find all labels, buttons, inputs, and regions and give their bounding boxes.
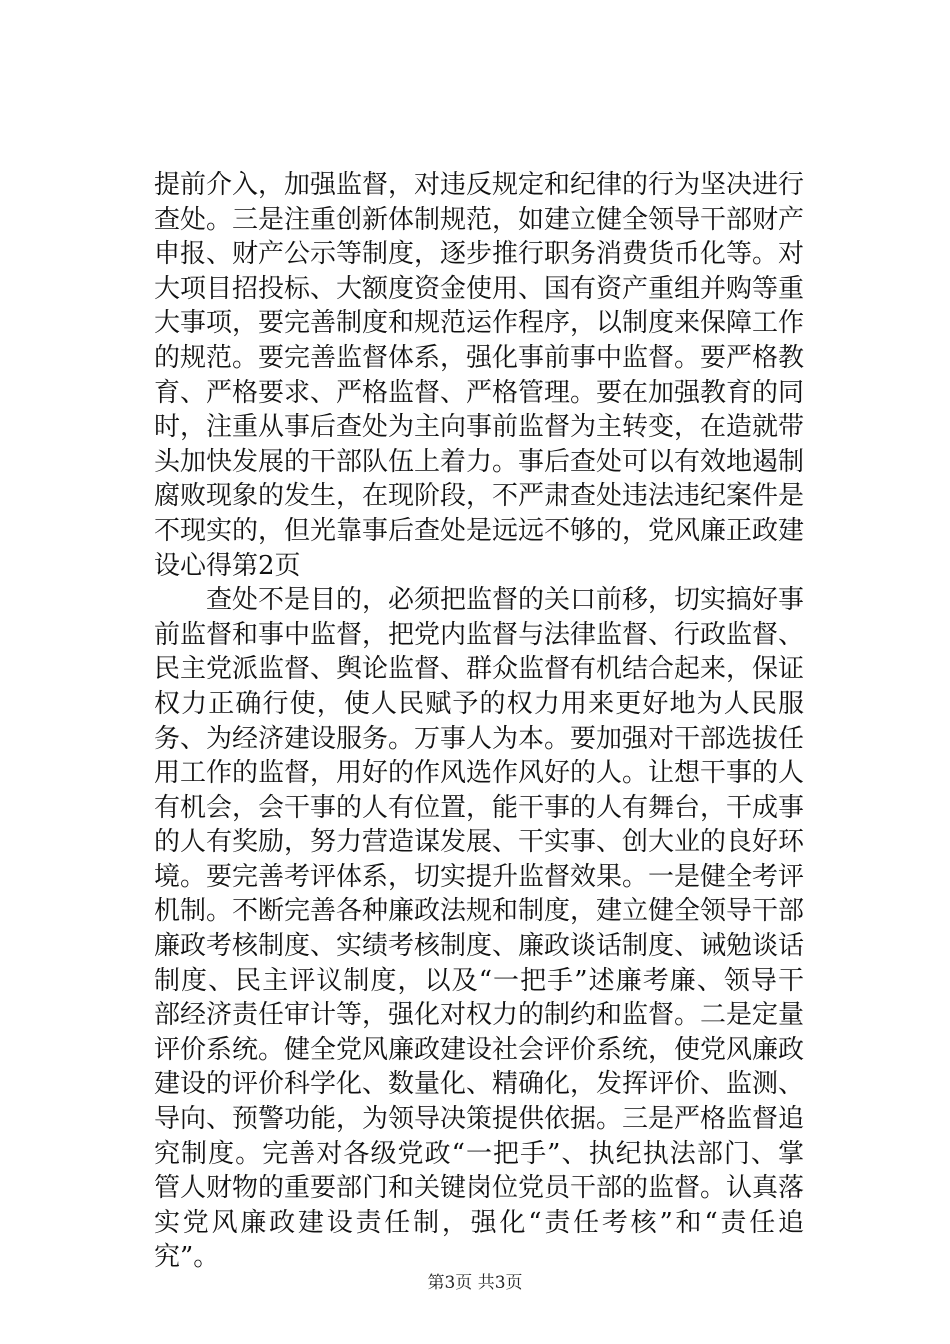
- paragraph-1: 提前介入，加强监督，对违反规定和纪律的行为坚决进行查处。三是注重创新体制规范，如建立健全领导干部财产申报、财产公示等制度，逐步推行职务消费货币化等。对大项目招投标、大额度资金使用、国有资产重组并购等重大事项，要完善制度和规范运作程序，以制度来保障工作的规范。要完善监督体系，强化事前事中监督。要严格教育、严格要求、严格监督、严格管理。要在加强教育的同时，注重从事后查处为主向事前监督为主转变，在造就带头加快发展的干部队伍上着力。事后查处可以有效地遏制腐败现象的发生，在现阶段，不严肃查处违法违纪案件是不现实的，但光靠事后查处是远远不够的，党风廉正政建设心得第2页: [154, 170, 805, 581]
- page-number: 第3页 共3页: [427, 1273, 523, 1293]
- page-footer: [0, 1268, 950, 1293]
- document-body: [154, 168, 804, 1275]
- paragraph-2: 查处不是目的，必须把监督的关口前移，切实搞好事前监督和事中监督，把党内监督与法律监督、行政监督、民主党派监督、舆论监督、群众监督有机结合起来，保证权力正确行使，使人民赋予的权力用来更好地为人民服务、为经济建设服务。万事人为本。要加强对干部选拔任用工作的监督，用好的作风选作风好的人。让想干事的人有机会，会干事的人有位置，能干事的人有舞台，干成事的人有奖励，努力营造谋发展、干实事、创大业的良好环境。要完善考评体系，切实提升监督效果。一是健全考评机制。不断完善各种廉政法规和制度，建立健全领导干部廉政考核制度、实绩考核制度、廉政谈话制度、诫勉谈话制度、民主评议制度，以及“一把手”述廉考廉、领导干部经济责任审计等，强化对权力的制约和监督。二是定量评价系统。健全党风廉政建设社会评价系统，使党风廉政建设的评价科学化、数量化、精确化，发挥评价、监测、导向、预警功能，为领导决策提供依据。三是严格监督追究制度。完善对各级党政“一把手”、执纪执法部门、掌管人财物的重要部门和关键岗位党员干部的监督。认真落实党风廉政建设责任制，强化“责任考核”和“责任追究”。: [154, 585, 805, 1273]
